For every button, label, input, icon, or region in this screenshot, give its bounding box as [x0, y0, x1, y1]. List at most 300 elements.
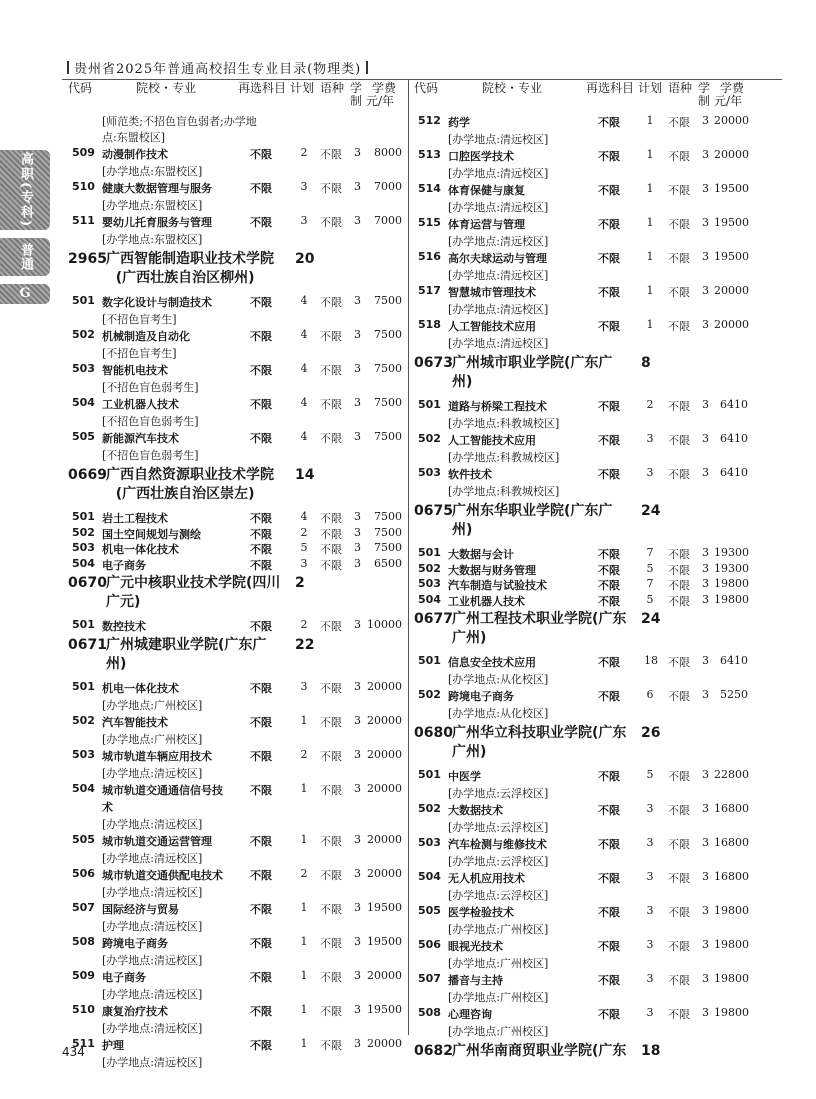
tuition-fee: 19500	[367, 900, 402, 914]
major-location: [办学地点:清远校区]	[448, 337, 549, 350]
major-row	[414, 398, 752, 432]
plan-count: 2	[300, 866, 308, 880]
tuition-fee: 20000	[367, 747, 402, 761]
major-name: 人工智能技术应用	[448, 320, 536, 333]
language: 不限	[668, 116, 690, 129]
school-plan-total: 24	[641, 503, 661, 519]
major-code: 504	[72, 556, 95, 570]
subject-requirement: 不限	[598, 872, 620, 885]
major-location: [办学地点:清远校区]	[448, 303, 549, 316]
language: 不限	[668, 548, 690, 561]
major-code: 501	[418, 654, 441, 667]
language: 不限	[668, 940, 690, 953]
col-lang-label: 语种	[668, 81, 693, 95]
major-code: 507	[418, 972, 441, 985]
major-row	[68, 180, 400, 214]
language: 不限	[320, 902, 342, 916]
language: 不限	[320, 868, 342, 882]
language: 不限	[320, 216, 342, 229]
major-location: [办学地点:从化校区]	[448, 707, 549, 720]
major-code: 501	[72, 510, 95, 523]
study-years: 3	[354, 525, 361, 539]
sidebar-tabs	[0, 150, 52, 312]
major-row	[414, 836, 752, 870]
school-row	[68, 250, 400, 294]
major-location: [办学地点:广州校区]	[448, 1025, 549, 1038]
school-plan-total: 14	[295, 467, 315, 483]
study-years: 3	[702, 870, 709, 883]
major-code: 503	[418, 577, 441, 590]
col-sys-label-a: 学	[350, 81, 363, 95]
left-column-header	[68, 80, 400, 114]
col-sys-label-b: 制	[698, 94, 711, 108]
tab-vocational: 高职(专科)	[0, 150, 50, 230]
major-name: 健康大数据管理与服务	[102, 182, 212, 195]
subject-requirement: 不限	[250, 749, 272, 763]
major-row	[68, 833, 400, 867]
major-name: 播音与主持	[448, 974, 503, 987]
study-years: 3	[702, 318, 709, 331]
col-sys-label-b: 制	[350, 94, 363, 108]
major-code: 503	[72, 362, 95, 375]
tab-general: 普通	[0, 238, 50, 276]
plan-count: 1	[300, 713, 308, 727]
plan-count: 1	[646, 182, 654, 195]
plan-count: 1	[300, 900, 308, 914]
study-years: 3	[354, 866, 361, 880]
study-years: 3	[354, 832, 361, 846]
language: 不限	[668, 1008, 690, 1021]
tuition-fee: 19800	[714, 904, 749, 917]
major-location: [办学地点:东盟校区]	[102, 199, 203, 212]
major-row	[414, 318, 752, 352]
col-code-label: 代码	[414, 81, 439, 95]
tuition-fee: 20000	[367, 679, 402, 693]
plan-count: 1	[646, 216, 654, 229]
school-row	[414, 724, 752, 768]
major-row	[414, 148, 752, 182]
major-row	[68, 396, 400, 430]
language: 不限	[668, 184, 690, 197]
study-years: 3	[702, 114, 709, 127]
major-name: 大数据与会计	[448, 548, 514, 561]
subject-requirement: 不限	[598, 1008, 620, 1021]
tuition-fee: 20000	[367, 866, 402, 880]
major-row	[414, 654, 752, 688]
major-location: [办学地点:清远校区]	[102, 817, 203, 831]
major-name: 心理咨询	[448, 1008, 492, 1021]
study-years: 3	[354, 541, 361, 554]
major-name: 电子商务	[102, 558, 146, 572]
subject-requirement: 不限	[250, 1004, 272, 1018]
tuition-fee: 16800	[714, 870, 749, 883]
study-years: 3	[702, 216, 709, 229]
tuition-fee: 7500	[374, 362, 402, 375]
major-name: 动漫制作技术	[102, 148, 168, 161]
tuition-fee: 10000	[367, 618, 402, 631]
major-row	[68, 1003, 400, 1037]
major-location: [办学地点:清远校区]	[448, 201, 549, 214]
major-row	[68, 748, 400, 782]
major-row	[414, 1006, 752, 1040]
major-code: 506	[72, 866, 95, 880]
school-code: 0669	[68, 467, 107, 483]
subject-requirement: 不限	[250, 936, 272, 950]
major-row	[68, 362, 400, 396]
tuition-fee: 7500	[374, 430, 402, 443]
language: 不限	[668, 434, 690, 447]
school-name: 广西自然资源职业技术学院 (广西壮族自治区崇左)	[106, 467, 274, 502]
tuition-fee: 19300	[714, 546, 749, 559]
major-row	[414, 972, 752, 1006]
subject-requirement: 不限	[598, 940, 620, 953]
major-code: 502	[418, 688, 441, 701]
major-name: 医学检验技术	[448, 906, 514, 919]
major-row	[414, 577, 752, 593]
major-location: [办学地点:广州校区]	[102, 698, 203, 712]
major-name: 电子商务	[102, 970, 146, 984]
major-row	[68, 328, 400, 362]
left-column	[68, 80, 400, 1071]
tuition-fee: 19800	[714, 592, 749, 606]
plan-count: 5	[646, 592, 654, 606]
plan-count: 2	[300, 146, 308, 159]
subject-requirement: 不限	[598, 563, 620, 577]
tuition-fee: 20000	[367, 1036, 402, 1050]
language: 不限	[320, 398, 342, 411]
plan-count: 3	[646, 802, 654, 815]
major-code: 505	[72, 832, 95, 846]
major-name: 机械制造及自动化	[102, 330, 190, 343]
language: 不限	[668, 690, 690, 703]
major-name: 机电一体化技术	[102, 543, 179, 556]
school-row	[68, 466, 400, 510]
plan-count: 4	[300, 396, 308, 409]
major-row	[414, 546, 752, 562]
language: 不限	[668, 252, 690, 265]
plan-count: 3	[300, 180, 308, 193]
school-code: 0677	[414, 611, 453, 627]
plan-count: 5	[646, 561, 654, 575]
plan-count: 1	[646, 284, 654, 297]
language: 不限	[668, 974, 690, 987]
col-lang-label: 语种	[320, 81, 345, 95]
tuition-fee: 7500	[374, 294, 402, 307]
major-code: 505	[418, 904, 441, 917]
language: 不限	[320, 558, 342, 572]
school-plan-total: 22	[295, 636, 315, 653]
study-years: 3	[702, 688, 709, 701]
study-years: 3	[354, 679, 361, 693]
language: 不限	[320, 527, 342, 541]
major-row	[68, 294, 400, 328]
major-location: [办学地点:科教城校区]	[448, 485, 560, 498]
language: 不限	[320, 330, 342, 343]
subject-requirement: 不限	[250, 330, 272, 343]
subject-requirement: 不限	[250, 216, 272, 229]
major-location: [办学地点:科教城校区]	[448, 417, 560, 430]
tuition-fee: 6410	[720, 432, 748, 445]
col-school-label: 院校・专业	[136, 81, 197, 95]
language: 不限	[320, 543, 342, 556]
major-row	[68, 146, 400, 180]
subject-requirement: 不限	[250, 558, 272, 572]
school-name: 广州城市职业学院(广东广 州)	[452, 355, 613, 390]
plan-count: 7	[646, 577, 654, 590]
prefix-line: [师范类;不招色盲色弱者;办学地	[102, 115, 257, 128]
major-name: 康复治疗技术	[102, 1004, 168, 1018]
major-code: 507	[72, 900, 95, 914]
subject-requirement: 不限	[598, 468, 620, 481]
study-years: 3	[354, 968, 361, 982]
major-row	[414, 802, 752, 836]
major-location: [不招色盲考生]	[102, 347, 177, 360]
language: 不限	[668, 906, 690, 919]
major-name: 城市轨道交通供配电技术	[102, 868, 223, 882]
major-row	[68, 680, 400, 714]
major-code: 504	[72, 781, 95, 795]
language: 不限	[668, 579, 690, 592]
subject-requirement: 不限	[598, 286, 620, 299]
tuition-fee: 19500	[714, 250, 749, 263]
school-name: 广州华南商贸职业学院(广东	[452, 1043, 627, 1059]
study-years: 3	[702, 802, 709, 815]
major-name: 口腔医学技术	[448, 150, 514, 163]
major-name: 城市轨道交通通信信号技	[102, 783, 223, 797]
major-name: 城市轨道交通运营管理	[102, 834, 212, 848]
plan-count: 5	[646, 768, 654, 781]
major-code: 502	[418, 432, 441, 445]
study-years: 3	[702, 768, 709, 781]
school-plan-total: 24	[641, 611, 661, 627]
subject-requirement: 不限	[250, 783, 272, 797]
major-code: 518	[418, 318, 441, 331]
subject-requirement: 不限	[250, 1038, 272, 1052]
major-code: 510	[72, 180, 95, 193]
major-code: 503	[418, 466, 441, 479]
language: 不限	[320, 715, 342, 729]
major-name: 数字化设计与制造技术	[102, 296, 212, 309]
tab-g: G	[0, 284, 50, 304]
major-name: 跨境电子商务	[102, 936, 168, 950]
tuition-fee: 16800	[714, 802, 749, 815]
study-years: 3	[702, 398, 709, 411]
subject-requirement: 不限	[250, 543, 272, 556]
subject-requirement: 不限	[598, 184, 620, 197]
study-years: 3	[354, 328, 361, 341]
language: 不限	[668, 770, 690, 783]
major-name: 大数据技术	[448, 804, 503, 817]
language: 不限	[320, 296, 342, 309]
major-row	[68, 867, 400, 901]
subject-requirement: 不限	[250, 681, 272, 695]
tuition-fee: 20000	[367, 832, 402, 846]
major-location: [办学地点:从化校区]	[448, 673, 549, 686]
major-code: 501	[418, 398, 441, 411]
study-years: 3	[702, 284, 709, 297]
plan-count: 18	[644, 654, 658, 667]
language: 不限	[320, 620, 342, 633]
study-years: 3	[702, 148, 709, 161]
major-location: [办学地点:清远校区]	[102, 885, 203, 899]
plan-count: 4	[300, 362, 308, 375]
major-row	[414, 250, 752, 284]
col-subject-label: 再选科目	[238, 81, 287, 95]
major-code: 503	[72, 541, 95, 554]
major-name: 跨境电子商务	[448, 690, 514, 703]
school-plan-total: 26	[641, 725, 661, 741]
language: 不限	[320, 432, 342, 445]
plan-count: 2	[300, 525, 308, 539]
school-name: 广州工程技术职业学院(广东 广州)	[452, 611, 627, 646]
plan-count: 3	[300, 679, 308, 693]
major-code: 508	[418, 1006, 441, 1019]
tuition-fee: 19500	[367, 934, 402, 948]
major-location: [办学地点:云浮校区]	[448, 787, 549, 800]
study-years: 3	[354, 1002, 361, 1016]
major-code: 504	[418, 870, 441, 883]
major-name: 工业机器人技术	[448, 594, 525, 608]
major-location: [办学地点:清远校区]	[448, 235, 549, 248]
study-years: 3	[354, 556, 361, 570]
school-name: 广西智能制造职业技术学院 (广西壮族自治区柳州)	[106, 251, 274, 286]
plan-count: 3	[646, 972, 654, 985]
study-years: 3	[354, 396, 361, 409]
major-location: [办学地点:清远校区]	[448, 133, 549, 146]
plan-count: 1	[646, 250, 654, 263]
plan-count: 1	[300, 781, 308, 795]
plan-count: 3	[646, 466, 654, 479]
plan-count: 3	[646, 870, 654, 883]
plan-count: 6	[646, 688, 654, 701]
major-code: 502	[72, 525, 95, 539]
major-name: 信息安全技术应用	[448, 656, 536, 669]
language: 不限	[320, 512, 342, 525]
subject-requirement: 不限	[598, 116, 620, 129]
subject-requirement: 不限	[598, 252, 620, 265]
language: 不限	[668, 468, 690, 481]
major-location: [不招色盲色弱考生]	[102, 415, 199, 428]
major-location: [办学地点:清远校区]	[448, 167, 549, 180]
major-code: 513	[418, 148, 441, 161]
language: 不限	[320, 749, 342, 763]
major-location: [不招色盲考生]	[102, 313, 177, 326]
tuition-fee: 6410	[720, 654, 748, 667]
plan-count: 1	[300, 832, 308, 846]
header-title: 贵州省2025年普通高校招生专业目录(物理类)	[74, 62, 362, 77]
tuition-fee: 19500	[714, 216, 749, 229]
tuition-fee: 7500	[374, 510, 402, 523]
school-code: 0673	[414, 355, 453, 371]
plan-count: 4	[300, 430, 308, 443]
major-row	[68, 526, 400, 542]
school-code: 0680	[414, 725, 453, 741]
major-code: 501	[418, 546, 441, 559]
language: 不限	[668, 656, 690, 669]
major-name: 国际经济与贸易	[102, 902, 179, 916]
school-code: 0682	[414, 1043, 453, 1059]
study-years: 3	[702, 938, 709, 951]
tuition-fee: 19300	[714, 561, 749, 575]
plan-count: 3	[300, 214, 308, 227]
major-name: 药学	[448, 116, 470, 129]
major-code: 508	[72, 934, 95, 948]
major-row	[68, 618, 400, 634]
major-name: 新能源汽车技术	[102, 432, 179, 445]
major-row	[414, 562, 752, 578]
major-name: 婴幼儿托育服务与管理	[102, 216, 212, 229]
major-row	[68, 214, 400, 248]
major-location: [办学地点:清远校区]	[102, 766, 203, 780]
language: 不限	[320, 364, 342, 377]
study-years: 3	[702, 904, 709, 917]
major-location: [办学地点:科教城校区]	[448, 451, 560, 464]
plan-count: 3	[646, 432, 654, 445]
plan-count: 3	[646, 938, 654, 951]
subject-requirement: 不限	[598, 690, 620, 703]
col-fee-label-b: 元/年	[366, 94, 395, 108]
subject-requirement: 不限	[598, 400, 620, 413]
subject-requirement: 不限	[598, 906, 620, 919]
plan-count: 4	[300, 294, 308, 307]
major-name: 工业机器人技术	[102, 398, 179, 411]
subject-requirement: 不限	[598, 594, 620, 608]
study-years: 3	[354, 934, 361, 948]
language: 不限	[320, 936, 342, 950]
major-name: 国土空间规划与测绘	[102, 527, 201, 541]
major-name-cont: 术	[102, 800, 113, 814]
language: 不限	[668, 286, 690, 299]
major-name: 机电一体化技术	[102, 681, 179, 695]
major-name: 城市轨道车辆应用技术	[102, 749, 212, 763]
study-years: 3	[354, 294, 361, 307]
major-code: 512	[418, 114, 441, 127]
header-bar-right	[366, 61, 368, 74]
tuition-fee: 7500	[374, 328, 402, 341]
major-row	[68, 1037, 400, 1071]
major-row	[68, 430, 400, 464]
tuition-fee: 20000	[714, 284, 749, 297]
study-years: 3	[702, 592, 709, 606]
tuition-fee: 19800	[714, 938, 749, 951]
major-location: [办学地点:广州校区]	[448, 957, 549, 970]
major-row	[68, 541, 400, 557]
language: 不限	[668, 563, 690, 577]
school-row	[68, 636, 400, 680]
major-row	[414, 593, 752, 609]
subject-requirement: 不限	[598, 974, 620, 987]
header-bar-left	[67, 61, 69, 74]
study-years: 3	[702, 1006, 709, 1019]
major-row	[414, 284, 752, 318]
major-code: 504	[72, 396, 95, 409]
prefix-line: 点:东盟校区]	[102, 131, 165, 144]
major-row	[414, 904, 752, 938]
major-code: 515	[418, 216, 441, 229]
plan-count: 7	[646, 546, 654, 559]
column-divider	[408, 80, 409, 1035]
major-name: 软件技术	[448, 468, 492, 481]
tuition-fee: 20000	[714, 318, 749, 331]
major-location: [办学地点:清远校区]	[102, 987, 203, 1001]
major-location: [办学地点:云浮校区]	[448, 855, 549, 868]
major-row	[68, 969, 400, 1003]
plan-count: 3	[646, 1006, 654, 1019]
tuition-fee: 6410	[720, 398, 748, 411]
tuition-fee: 20000	[714, 114, 749, 127]
tuition-fee: 20000	[367, 968, 402, 982]
study-years: 3	[354, 510, 361, 523]
